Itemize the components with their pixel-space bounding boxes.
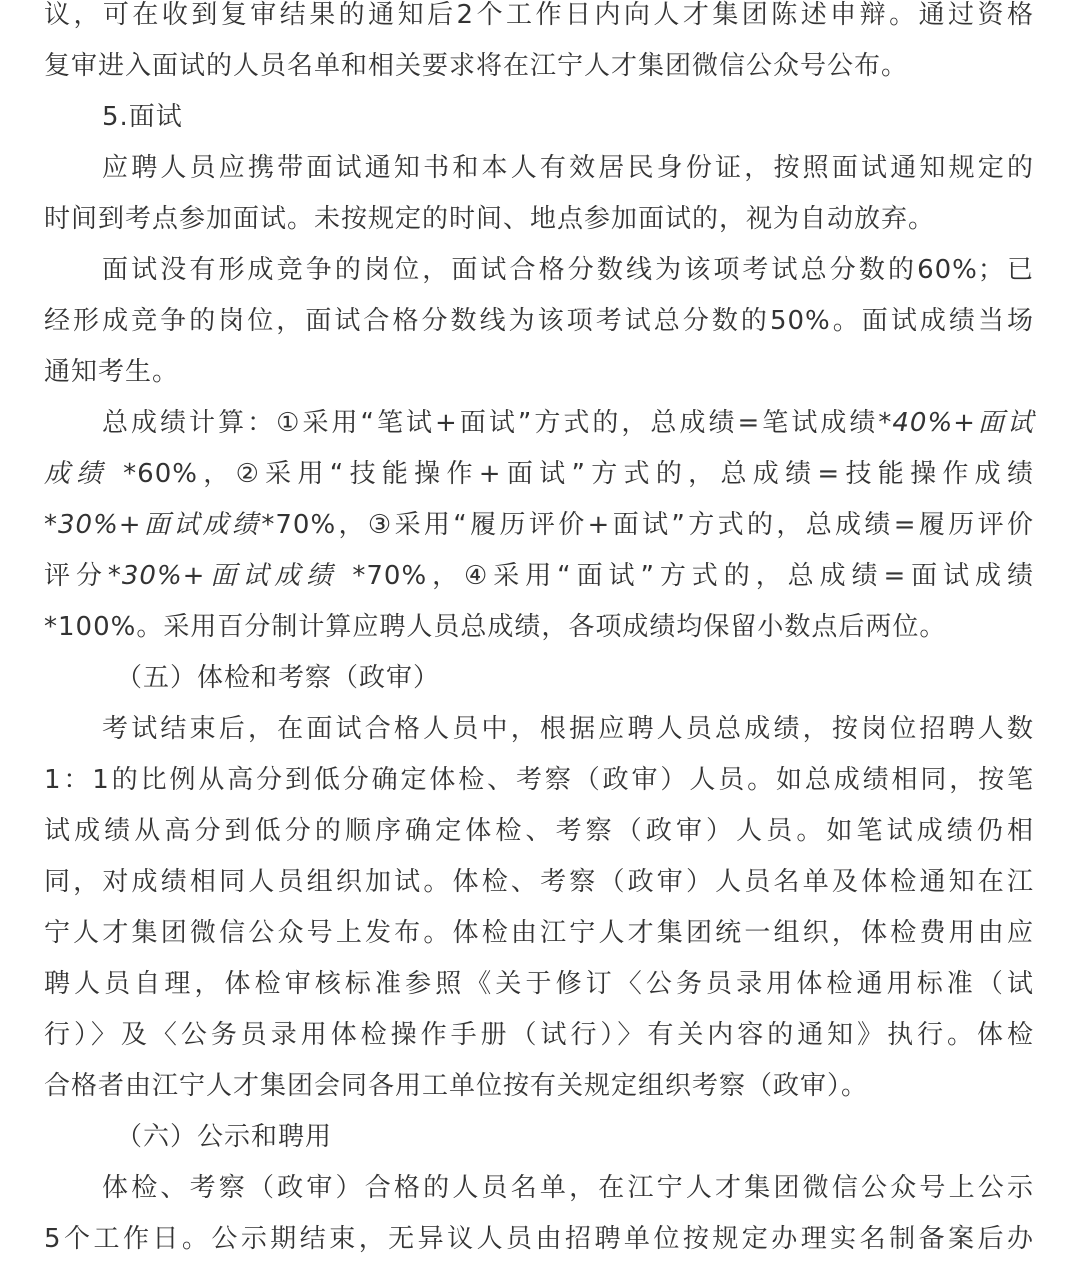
text-line: 宁人才集团微信公众号上发布。体检由江宁人才集团统一组织，体检费用由应	[44, 918, 1034, 948]
text-line: 议，可在收到复审结果的通知后2个工作日内向人才集团陈述申辩。通过资格	[44, 0, 1034, 30]
text-line: 行）〉及〈公务员录用体检操作手册（试行）〉有关内容的通知》执行。体检	[44, 1020, 1034, 1050]
text-segment: *70%，④采用“面试”方式的，总成绩=面试成绩	[338, 561, 1034, 591]
section-heading-interview: 5.面试	[102, 102, 183, 132]
text-segment: 评分*	[44, 561, 122, 591]
text-line: 1：1的比例从高分到低分确定体检、考察（政审）人员。如总成绩相同，按笔	[44, 765, 1034, 795]
section-heading-publicity: （六）公示和聘用	[116, 1122, 333, 1152]
text-segment: *60%，②采用“技能操作+面试”方式的，总成绩=技能操作成绩	[108, 459, 1034, 489]
text-line: 通知考生。	[44, 357, 180, 387]
text-line: 时间到考点参加面试。未按规定的时间、地点参加面试的，视为自动放弃。	[44, 204, 936, 234]
text-segment: *70%，③采用“履历评价+面试”方式的，总成绩=履历评价	[261, 510, 1035, 540]
section-heading-medical-exam: （五）体检和考察（政审）	[116, 663, 441, 693]
text-line: 经形成竞争的岗位，面试合格分数线为该项考试总分数的50%。面试成绩当场	[44, 306, 1034, 336]
text-line: 合格者由江宁人才集团会同各用工单位按有关规定组织考察（政审）。	[44, 1071, 869, 1101]
text-line	[44, 500, 1034, 551]
text-segment: 总成绩计算：①采用“笔试+面试”方式的，总成绩=笔试成绩*	[102, 408, 893, 438]
text-segment-italic: 30%+面试成绩	[58, 510, 262, 540]
text-line: 5个工作日。公示期结束，无异议人员由招聘单位按规定办理实名制备案后办	[44, 1224, 1034, 1254]
text-line	[44, 398, 1034, 449]
text-line: 聘人员自理，体检审核标准参照《关于修订〈公务员录用体检通用标准（试	[44, 969, 1034, 999]
text-line: 同，对成绩相同人员组织加试。体检、考察（政审）人员名单及体检通知在江	[44, 867, 1034, 897]
text-line: 复审进入面试的人员名单和相关要求将在江宁人才集团微信公众号公布。	[44, 51, 909, 81]
text-segment-italic: 成绩	[44, 459, 109, 489]
text-line: 面试没有形成竞争的岗位，面试合格分数线为该项考试总分数的60%；已	[102, 255, 1034, 285]
text-line: 试成绩从高分到低分的顺序确定体检、考察（政审）人员。如笔试成绩仍相	[44, 816, 1034, 846]
text-line	[44, 449, 1034, 500]
text-line: *100%。采用百分制计算应聘人员总成绩，各项成绩均保留小数点后两位。	[44, 612, 947, 642]
text-line: 考试结束后，在面试合格人员中，根据应聘人员总成绩，按岗位招聘人数	[102, 714, 1034, 744]
text-line: 应聘人员应携带面试通知书和本人有效居民身份证，按照面试通知规定的	[102, 153, 1034, 183]
text-segment-italic: 40%+面试	[892, 408, 1034, 438]
text-line: 体检、考察（政审）合格的人员名单，在江宁人才集团微信公众号上公示	[102, 1173, 1034, 1203]
text-segment: *	[44, 510, 58, 540]
text-line	[44, 551, 1034, 602]
text-segment-italic: 30%+面试成绩	[121, 561, 339, 591]
